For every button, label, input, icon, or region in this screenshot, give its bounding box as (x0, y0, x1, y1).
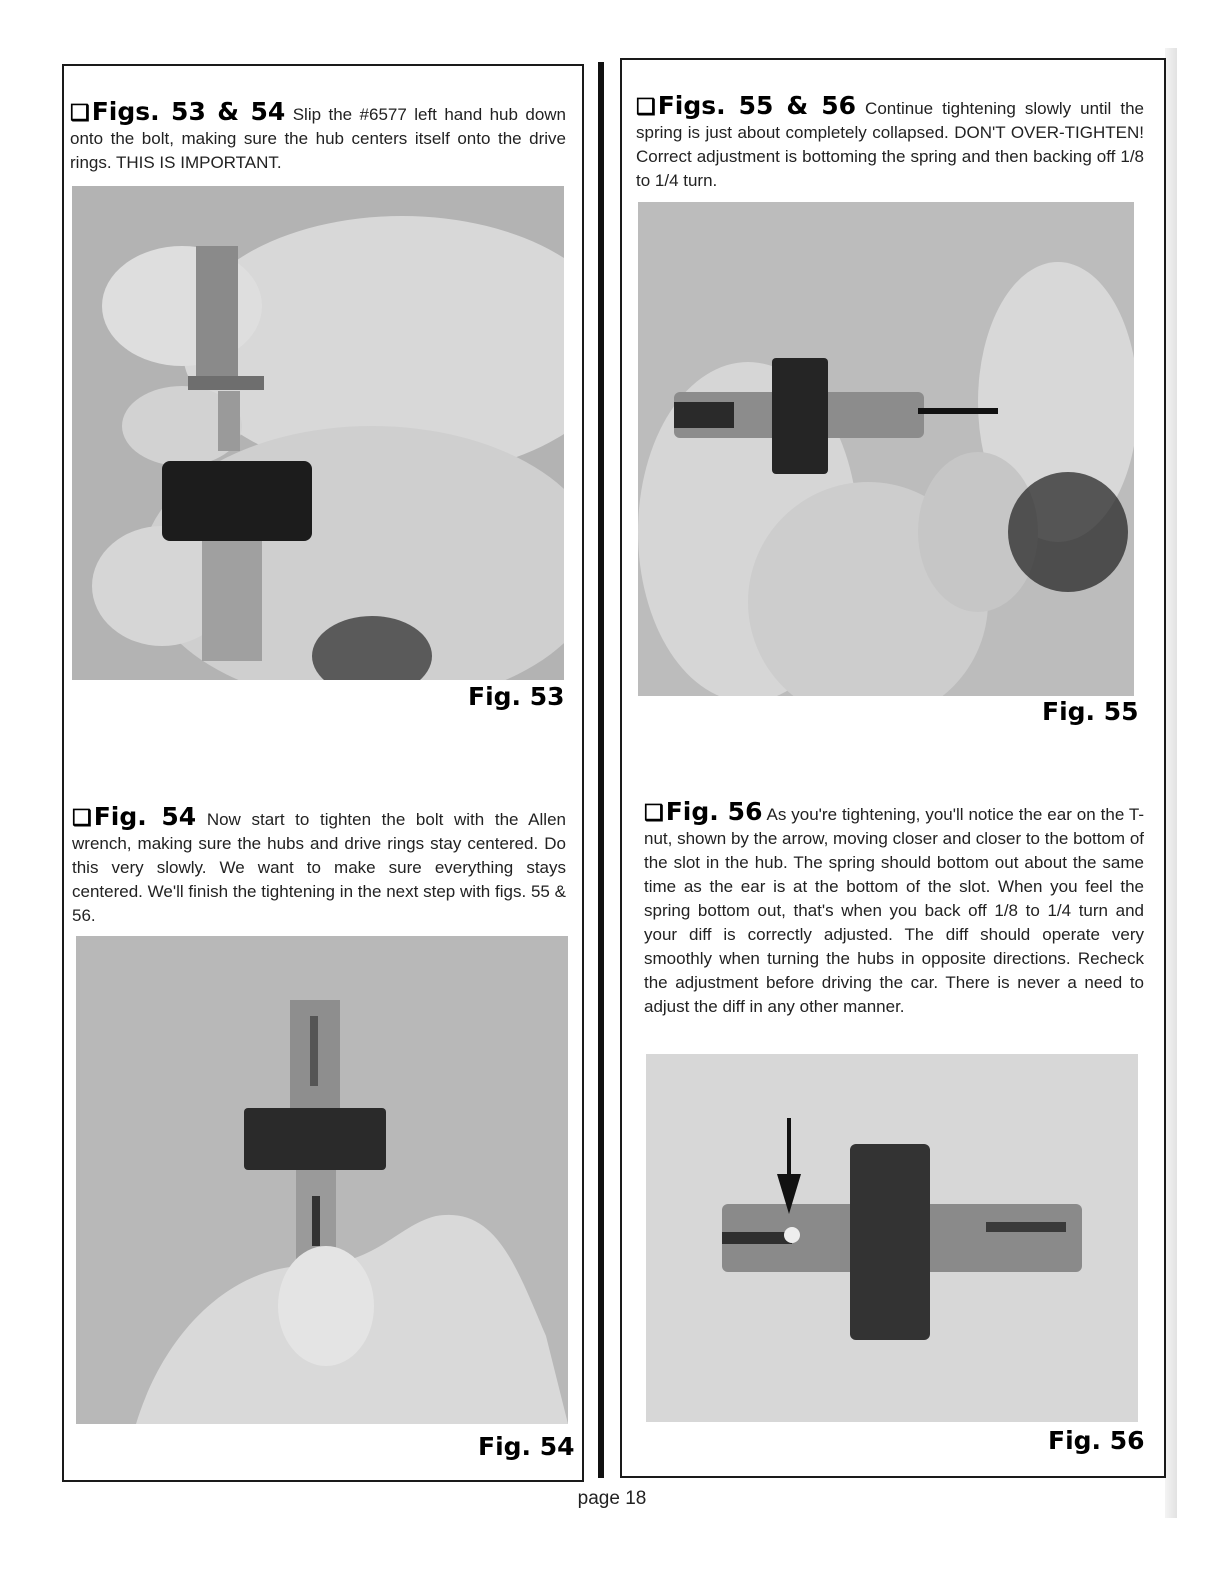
hands-tightening-bolt-image (638, 202, 1134, 696)
caption-fig-54: Fig. 54 (478, 1432, 575, 1461)
photo-fig-55 (638, 202, 1134, 696)
page-edge-shadow (1165, 48, 1177, 1518)
caption-fig-56: Fig. 56 (1048, 1426, 1145, 1455)
caption-fig-53: Fig. 53 (468, 682, 565, 711)
photo-fig-56 (646, 1054, 1138, 1422)
hub-gear-assembly-image (76, 936, 568, 1424)
step-text: As you're tightening, you'll notice the ear on the T-nut, shown by the arrow, moving closer and closer to the bottom of the slot in the hub. The spring should bottom out about the same time as the ear is at the bottom of the slot. When you feel the spring bottom out, that's when you back off 1/8 to 1/4 turn and your diff is correctly adjusted. The diff should operate very smoothly when turning the hubs in opposite directions. Recheck the adjustment before driving the car. There is never a need to adjust the diff in any other manner. (644, 805, 1144, 1016)
checkbox-icon[interactable]: ❑ (644, 800, 664, 825)
checkbox-icon[interactable]: ❑ (70, 100, 90, 125)
page-number: page 18 (577, 1488, 647, 1509)
hands-holding-hub-image (72, 186, 564, 680)
column-divider (598, 62, 604, 1478)
step-heading: Figs. 55 & 56 (657, 91, 857, 120)
caption-fig-55: Fig. 55 (1042, 697, 1139, 726)
photo-fig-53 (72, 186, 564, 680)
step-figs-53-54 (70, 97, 567, 175)
step-heading: Fig. 54 (93, 802, 197, 831)
step-heading: Figs. 53 & 54 (91, 97, 286, 126)
step-fig-54 (72, 802, 566, 928)
step-text: Continue tightening slowly until the spring is just about completely collapsed. DON'T OVER-TIGHTEN! Correct adjustment is bottoming the spring and then backing off 1/8 to 1/4 turn. (636, 99, 1144, 190)
step-fig-56 (644, 797, 1144, 1019)
step-text: Slip the #6577 left hand hub down onto the bolt, making sure the hub centers itself onto the drive rings. THIS IS IMPORTANT. (70, 105, 567, 172)
checkbox-icon[interactable]: ❑ (72, 805, 92, 830)
photo-fig-54 (76, 936, 568, 1424)
step-text: Now start to tighten the bolt with the Allen wrench, making sure the hubs and drive rings stay centered. Do this very slowly. We want to make sure everything stays centered. We'll finish the tightening in the next step with figs. 55 & 56. (72, 810, 566, 925)
diff-assembly-with-arrow-image (646, 1054, 1138, 1422)
checkbox-icon[interactable]: ❑ (636, 94, 656, 119)
step-heading: Fig. 56 (665, 797, 763, 826)
step-figs-55-56 (636, 91, 1144, 193)
